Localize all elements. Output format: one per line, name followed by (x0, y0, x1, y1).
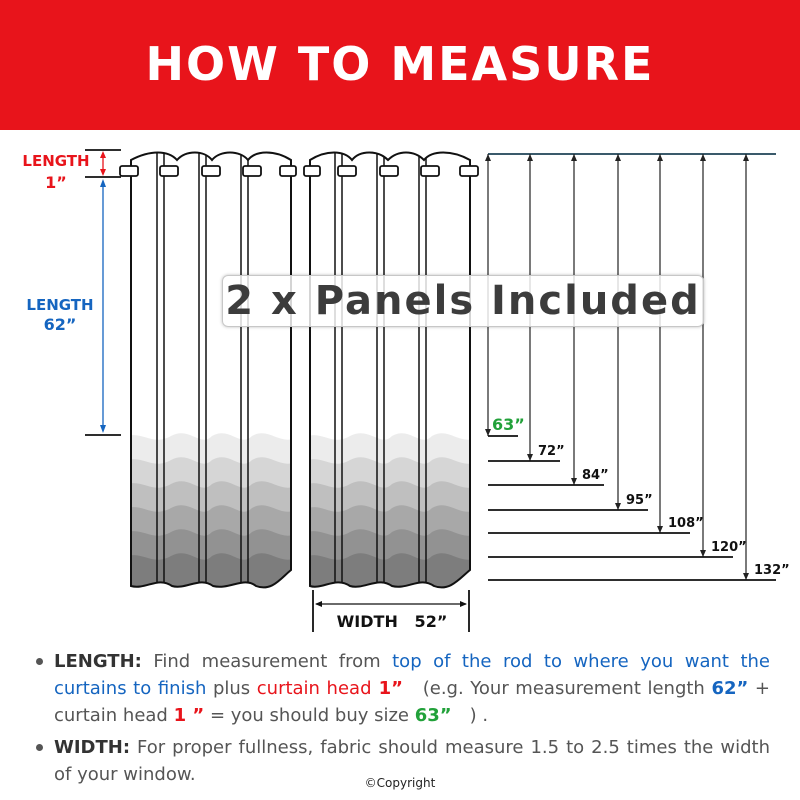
measurement-notes (30, 648, 770, 788)
size-arrow-bottom (615, 503, 621, 510)
body-length-dimension (26, 179, 121, 435)
length-note (30, 648, 770, 729)
panels-included-badge: 2 x Panels Included (222, 275, 704, 327)
size-arrow-top (485, 154, 491, 161)
size-label: 120” (711, 540, 747, 555)
length-note-example: (e.g. Your measurement length (403, 678, 712, 699)
bullet-dot (36, 658, 43, 665)
width-note-text: For proper fullness, fabric should measure 1.5 to 2.5 times the width of your window. (54, 737, 770, 785)
length-note-text: Find measurement from (141, 651, 393, 672)
size-option-6 (488, 154, 747, 557)
curtain-panel-left (120, 140, 300, 600)
length-note-size-value: 63” (414, 705, 452, 726)
head-length-label: LENGTH (22, 152, 90, 170)
size-label: 63” (492, 415, 525, 434)
size-option-7 (488, 154, 790, 580)
size-arrow-bottom (571, 478, 577, 485)
size-arrow-bottom (700, 550, 706, 557)
copyright: ©Copyright (364, 776, 436, 790)
size-arrow-top (571, 154, 577, 161)
size-label: 108” (668, 516, 704, 531)
size-arrow-top (743, 154, 749, 161)
length-note-text: + curtain head (54, 678, 770, 726)
size-arrow-top (700, 154, 706, 161)
size-arrow-bottom (485, 429, 491, 436)
size-option-4 (488, 154, 653, 510)
size-arrow-bottom (527, 454, 533, 461)
size-label: 95” (626, 493, 653, 508)
bullet-dot (36, 744, 43, 751)
length-note-text: = you should buy size (204, 705, 415, 726)
size-arrow-top (615, 154, 621, 161)
length-note-rod-text: top of the rod to where you want the curtains to finish (54, 651, 770, 699)
length-note-head-text: curtain head (256, 678, 372, 699)
size-chart (485, 154, 790, 580)
body-length-label: LENGTH (26, 296, 94, 314)
size-arrow-top (657, 154, 663, 161)
width-dimension (313, 590, 469, 632)
width-note-label: WIDTH: (54, 737, 131, 758)
length-note-head-value-2: 1 ” (173, 705, 205, 726)
curtain-panel-right (300, 140, 480, 600)
length-note-text: plus (206, 678, 257, 699)
size-arrow-bottom (743, 573, 749, 580)
length-note-text: ) . (451, 705, 489, 726)
head-length-value: 1” (45, 173, 67, 192)
length-note-head-value: 1” (371, 678, 403, 699)
size-arrow-top (527, 154, 533, 161)
head-length-dimension (22, 150, 121, 192)
size-label: 84” (582, 468, 609, 483)
size-arrow-bottom (657, 526, 663, 533)
page-title: HOW TO MEASURE (145, 37, 655, 91)
size-label: 72” (538, 444, 565, 459)
length-note-measure-value: 62” (711, 678, 749, 699)
size-label: 132” (754, 563, 790, 578)
length-note-label: LENGTH: (54, 651, 142, 672)
body-length-value: 62” (43, 315, 77, 334)
width-label: WIDTH 52” (336, 612, 448, 631)
